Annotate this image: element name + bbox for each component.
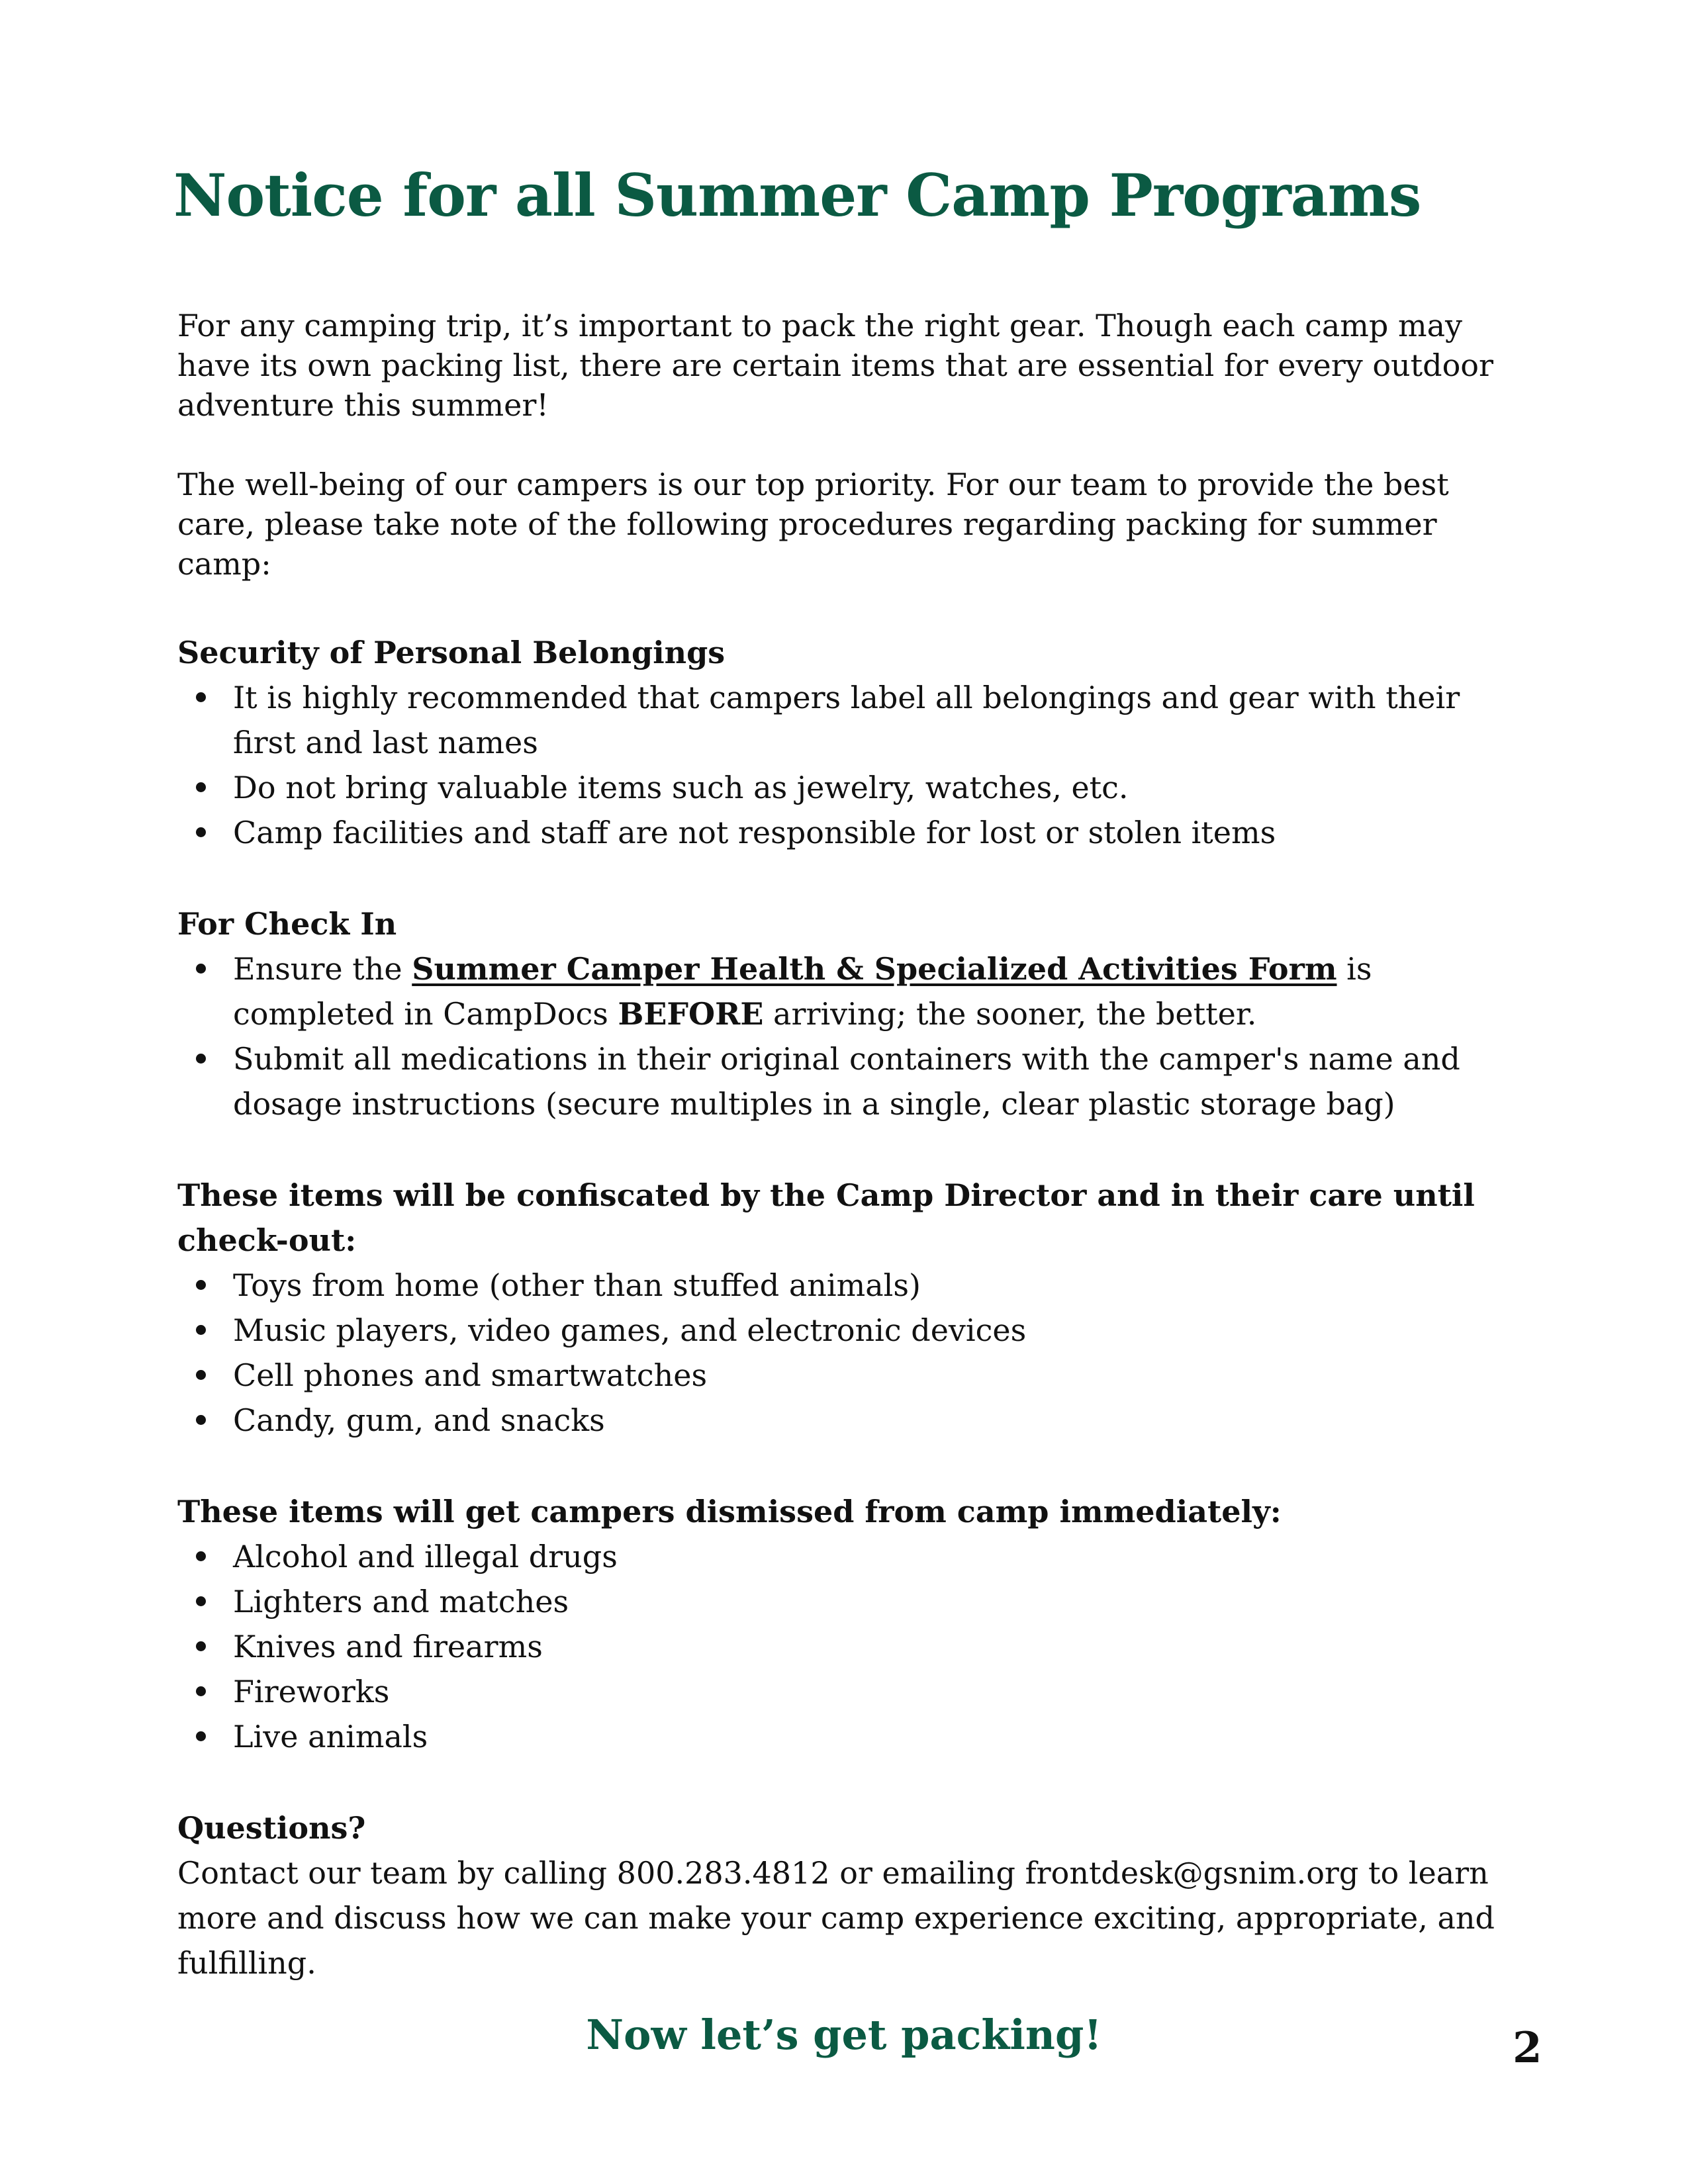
confiscated-heading: These items will be confiscated by the Camp Director and in their care until check-out: <box>177 1177 1475 1258</box>
questions-section <box>177 1805 1528 1985</box>
page-title: Notice for all Summer Camp Programs <box>173 161 1421 230</box>
content-body <box>177 306 1528 1985</box>
confiscated-list <box>177 1263 1528 1443</box>
list-item: Do not bring valuable items such as jewelry, watches, etc. <box>177 765 1528 810</box>
list-item: Music players, video games, and electronic devices <box>177 1308 1528 1353</box>
list-item: Live animals <box>177 1714 1528 1759</box>
health-form-link[interactable]: Summer Camper Health & Specialized Activities Form <box>412 951 1337 987</box>
checkin-heading: For Check In <box>177 906 397 942</box>
confiscated-section <box>177 1173 1528 1443</box>
dismissed-section <box>177 1489 1528 1759</box>
bullet-icon <box>196 1731 206 1741</box>
intro-paragraph-2: The well-being of our campers is our top priority. For our team to provide the best care, please take note of the following procedures regarding packing for summer camp: <box>177 467 1449 582</box>
bullet-icon <box>196 1686 206 1696</box>
questions-heading: Questions? <box>177 1810 366 1846</box>
bullet-icon <box>196 1551 206 1561</box>
bullet-icon <box>196 1054 206 1064</box>
list-item: It is highly recommended that campers label all belongings and gear with their first and last names <box>177 675 1528 765</box>
bullet-icon <box>196 827 206 837</box>
security-section <box>177 630 1528 855</box>
dismissed-list <box>177 1534 1528 1759</box>
bullet-icon <box>196 1325 206 1335</box>
bullet-icon <box>196 964 206 974</box>
security-list <box>177 675 1528 855</box>
bullet-icon <box>196 1280 206 1290</box>
list-item: Ensure the Summer Camper Health & Specialized Activities Form is completed in CampDocs BEFORE arriving; the sooner, the better. <box>177 946 1528 1036</box>
list-item: Toys from home (other than stuffed animals) <box>177 1263 1528 1308</box>
page-number: 2 <box>1513 2023 1542 2073</box>
bullet-icon <box>196 1596 206 1606</box>
list-item: Knives and firearms <box>177 1624 1528 1669</box>
contact-text: Contact our team by calling 800.283.4812 or emailing frontdesk@gsnim.org to learn more and discuss how we can make your camp experience exciting, appropriate, and fulfilling. <box>177 1855 1495 1981</box>
list-item: Submit all medications in their original containers with the camper's name and dosage instructions (secure multiples in a single, clear plastic storage bag) <box>177 1036 1528 1126</box>
before-emphasis: BEFORE <box>618 996 764 1032</box>
dismissed-heading: These items will get campers dismissed from camp immediately: <box>177 1494 1282 1529</box>
list-item: Lighters and matches <box>177 1579 1528 1624</box>
intro-paragraph-1: For any camping trip, it’s important to pack the right gear. Though each camp may have its own packing list, there are certain items that are essential for every outdoor adventure this summer! <box>177 308 1493 423</box>
bullet-icon <box>196 782 206 792</box>
bullet-icon <box>196 1370 206 1380</box>
list-item: Alcohol and illegal drugs <box>177 1534 1528 1579</box>
bullet-icon <box>196 1415 206 1425</box>
list-item: Fireworks <box>177 1669 1528 1714</box>
bullet-icon <box>196 1641 206 1651</box>
bullet-icon <box>196 692 206 702</box>
checkin-list <box>177 946 1528 1126</box>
list-item: Cell phones and smartwatches <box>177 1353 1528 1398</box>
list-item: Camp facilities and staff are not responsible for lost or stolen items <box>177 810 1528 855</box>
closing-tagline: Now let’s get packing! <box>586 2011 1102 2059</box>
security-heading: Security of Personal Belongings <box>177 635 726 670</box>
list-item: Candy, gum, and snacks <box>177 1398 1528 1443</box>
checkin-section <box>177 901 1528 1126</box>
